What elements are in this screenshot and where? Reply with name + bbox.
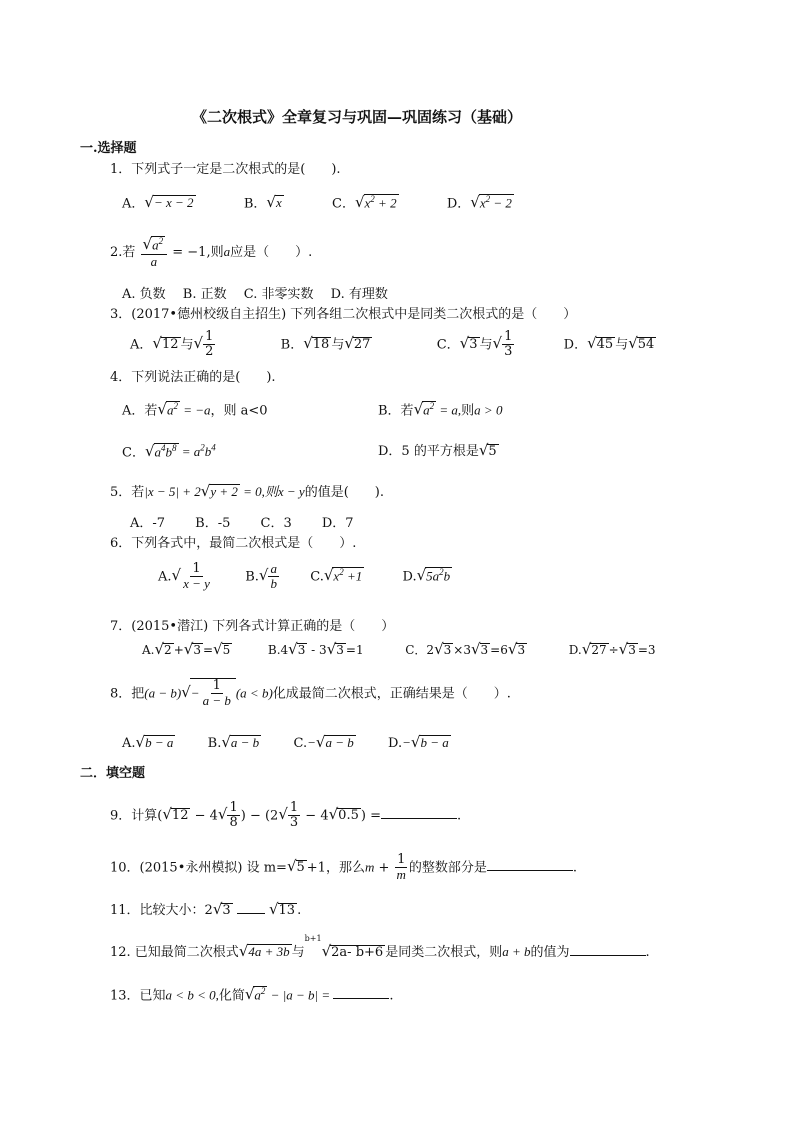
question-12: 12. 已知最简二次根式√4a + 3b 与$^{b+1}$√2a- b+6 是同类二次根式，则a + b的值为 . <box>110 933 650 960</box>
question-3-stem: 3．(2017•德州校级自主招生) 下列各组二次根式中是同类二次根式的是（ ） <box>110 307 577 322</box>
section-heading-fill: 二．填空题 <box>80 766 146 781</box>
question-9: 9．计算(√12 − 4√ $\frac{1}{8}$ ) − (2√ $\frac{1}{3}$ − 4√0.5 ) = . <box>110 800 462 831</box>
section-heading-choice: 一.选择题 <box>80 141 137 156</box>
question-1-stem: 1．下列式子一定是二次根式的是( ). <box>110 162 341 177</box>
question-10: 10．(2015•永州模拟) 设 m=√5 +1，那么m + $\frac{1}{m}$ 的整数部分是 . <box>110 852 578 883</box>
question-4-stem: 4．下列说法正确的是( ). <box>110 370 276 385</box>
question-7-options: A.√2 +√3 =√5 B.4√3 - 3√3 =1 C．2√3 ×3√3 =6√3 D.√27 ÷√3 =3 <box>142 640 656 658</box>
question-6-options: A.√ $\frac{1}{x - y}$ B.√ $\frac{a}{b}$ $C.√x^2 +1$ $D.√5a^2b$ <box>158 561 451 592</box>
question-5-stem: 5．若|x − 5| + 2√y + 2 = 0,则x − y的值是( ). <box>110 482 384 500</box>
question-8-stem: 8．把(a − b)√− $\frac{1}{a - b}$ (a < b)化成最简二次根式，正确结果是（ ）. <box>110 678 511 709</box>
question-8-options: A.√b − a B.√a − b C.−√a − b D.−√b − a <box>122 733 449 751</box>
question-4-option-c: C．$√a^4b^8 = a^2b^4$ <box>122 442 216 461</box>
question-4-option-d: D．5 的平方根是√5 <box>378 441 497 459</box>
page-title: 《二次根式》全章复习与巩固—巩固练习（基础） <box>192 108 523 126</box>
question-2-options: A. 负数 B. 正数 C. 非零实数 D. 有理数 <box>122 287 388 302</box>
question-2-stem: 2.若 $\frac{√a^2}{a}$ = −1,则a应是（ ）. <box>110 235 313 269</box>
question-3-options: A．√12 与√ $\frac{1}{2}$ B．√18 与√27 C．√3 与√ $\frac{1}{3}$ D．√45 与√54 <box>130 329 655 360</box>
question-1-options: A．√− x − 2 B．√x C．$√x^2 + 2$ D．$√x^2 - 2$ <box>122 193 512 212</box>
question-5-options: A．-7 B．-5 C．3 D．7 <box>130 516 354 531</box>
question-7-stem: 7．(2015•潜江) 下列各式计算正确的是（ ） <box>110 619 395 634</box>
question-13: 13．已知a < b < 0,化简$√a^2 - |a - b|$ = . <box>110 985 394 1004</box>
question-4-option-a: A．若$√a^2 = -a$，则 a<0 <box>122 400 268 419</box>
question-6-stem: 6．下列各式中，最简二次根式是（ ）. <box>110 536 357 551</box>
question-11: 11．比较大小：2√3 √13 . <box>110 900 302 918</box>
question-4-option-b: B．若$√a^2 = a$,则a > 0 <box>378 400 503 419</box>
